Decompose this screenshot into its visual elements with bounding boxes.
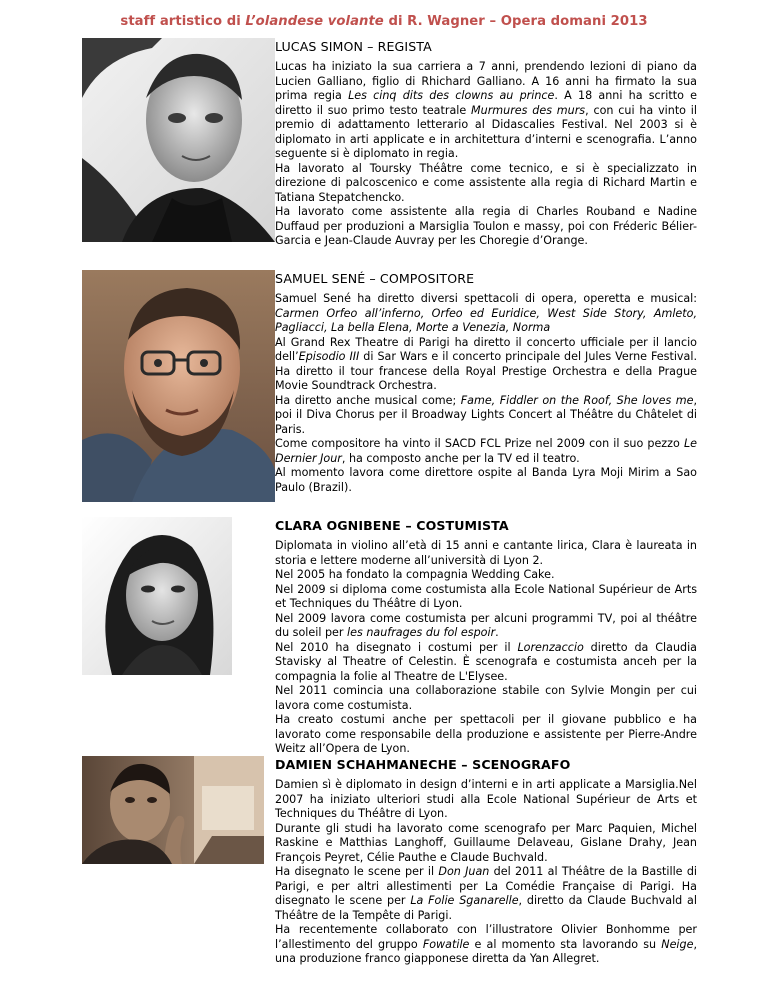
bio-paragraph bbox=[275, 466, 697, 495]
bio-text: Nel 2005 ha fondato la compagnia Wedding Cake. bbox=[275, 568, 555, 581]
bio-text: Ha creato costumi anche per spettacoli per il giovane pubblico e ha lavorato come responsabile della produzione e assistente per Pierre-Andre Weitz all’Opera de Lyon. bbox=[275, 713, 697, 755]
portrait-photo bbox=[82, 517, 232, 675]
bio-text: Al momento lavora come direttore ospite al Banda Lyra Moji Mirim a Sao Paulo (Brazil). bbox=[275, 466, 697, 494]
bio-paragraph bbox=[275, 641, 697, 685]
bio-italic-title: Murmures des murs bbox=[471, 103, 586, 117]
bio-italic-title: Carmen Orfeo all’inferno, Orfeo ed Euridice, West Side Story, Amleto, Pagliacci, La bella Elena, Morte a Venezia, Norma bbox=[275, 306, 697, 334]
bio-paragraph bbox=[275, 437, 697, 466]
bio-italic-title: La Folie Sganarelle bbox=[410, 894, 519, 907]
bio-text: , poi il Diva Chorus per il Broadway Lights Concert al Théâtre du Châtelet di Paris. bbox=[275, 393, 697, 436]
bio-paragraph bbox=[275, 539, 697, 568]
staff-bio bbox=[275, 778, 697, 967]
staff-entry-text bbox=[275, 518, 697, 757]
bio-text: Al Grand Rex Theatre di Parigi ha diretto il concerto ufficiale per il lancio dell’ bbox=[275, 335, 697, 363]
header-prefix: staff artistico di bbox=[120, 14, 246, 29]
bio-italic-title: Le Dernier Jour bbox=[275, 437, 697, 465]
bio-italic-title: Les cinq dits des clowns au prince bbox=[348, 89, 555, 102]
bio-italic-title: Episodio III bbox=[298, 350, 360, 363]
bio-text: Ha disegnato le scene per il bbox=[275, 865, 439, 878]
bio-paragraph bbox=[275, 568, 697, 583]
bio-paragraph bbox=[275, 394, 697, 438]
staff-entry-text bbox=[275, 39, 697, 249]
bio-paragraph bbox=[275, 583, 697, 612]
portrait-photo bbox=[82, 38, 275, 242]
header-opera-title: L’olandese volante bbox=[245, 14, 384, 29]
bio-text: . A 18 anni ha scritto e diretto il suo primo testo teatrale bbox=[275, 89, 697, 117]
staff-bio bbox=[275, 539, 697, 757]
bio-text: . bbox=[495, 626, 499, 639]
bio-text: Diplomata in violino all’età di 15 anni e cantante lirica, Clara è laureata in storia e lettere moderne all’università di Lyon 2. bbox=[275, 539, 697, 567]
bio-text: Damien sì è diplomato in design d’interni e in arti applicate a Marsiglia.Nel 2007 ha iniziato ulteriori studi alla Ecole National Supérieur de Arts et Techniques du Théâtre di Lyon. bbox=[275, 778, 697, 820]
bio-text: Ha diretto anche musical come; bbox=[275, 393, 461, 407]
bio-paragraph bbox=[275, 822, 697, 866]
bio-text: Samuel Sené ha diretto diversi spettacoli di opera, operetta e musical: bbox=[275, 292, 697, 305]
bio-paragraph bbox=[275, 923, 697, 967]
staff-name-heading: LUCAS SIMON – REGISTA bbox=[275, 39, 432, 54]
bio-text: Ha lavorato come assistente alla regia di Charles Rouband e Nadine Duffaud per produzioni a Marsiglia Toulon e massy, poi con Fréderic Bélier-Garcia e Jean-Claude Auvray per les Choregie d’Orange. bbox=[275, 205, 697, 247]
bio-italic-title: Fame, Fiddler on the Roof, She loves me bbox=[460, 393, 694, 407]
bio-text: Nel 2010 ha disegnato i costumi per il bbox=[275, 640, 518, 654]
bio-paragraph bbox=[275, 778, 697, 822]
bio-text: e al momento sta lavorando su bbox=[469, 937, 662, 951]
bio-text: Nel 2009 si diploma come costumista alla Ecole National Supérieur de Arts et Techniques du Théâtre di Lyon. bbox=[275, 582, 697, 610]
staff-name-heading: DAMIEN SCHAHMANECHE – SCENOGRAFO bbox=[275, 757, 571, 772]
bio-text: , diretto da Claude Buchvald al Théâtre de la Tempête di Parigi. bbox=[275, 894, 697, 922]
bio-text: Nel 2009 lavora come costumista per alcuni programmi TV, poi al théâtre du soleil per bbox=[275, 611, 697, 639]
bio-paragraph bbox=[275, 612, 697, 641]
bio-text: Lucas ha iniziato la sua carriera a 7 anni, prendendo lezioni di piano da Lucien Galliano, figlio di Rhichard Galliano. A 16 anni ha firmato la sua prima regia bbox=[275, 60, 697, 102]
bio-italic-title: Neige bbox=[661, 937, 694, 951]
bio-paragraph bbox=[275, 205, 697, 249]
bio-italic-title: Lorenzaccio bbox=[517, 640, 584, 654]
bio-paragraph bbox=[275, 292, 697, 336]
bio-text: di Sar Wars e il concerto principale del Jules Verne Festival. Ha diretto il tour francese della Royal Prestige Orchestra e della Prague Movie Soundtrack Orchestra. bbox=[275, 350, 697, 392]
staff-bio bbox=[275, 292, 697, 495]
bio-text: Durante gli studi ha lavorato come scenografo per Marc Paquien, Michel Raskine e Matthias Langhoff, Guillaume Delaveau, Gislane Drahy, Jean François Peyret, Célie Pauthe e Claude Buchvald. bbox=[275, 821, 697, 864]
staff-entry-text bbox=[275, 757, 697, 967]
bio-paragraph bbox=[275, 60, 697, 162]
bio-text: diretto da Claudia Stavisky al Theatre of Celestin. È scenografa e costumista anceh per la compagnia la folie al Theatre de L'Elysee. bbox=[275, 640, 697, 683]
bio-text: Ha lavorato al Toursky Théâtre come tecnico, e si è specializzato in direzione di palcoscenico e come assistente alla regia di Richard Martin e Tatiana Stepatchencko. bbox=[275, 161, 697, 204]
bio-italic-title: Fowatile bbox=[422, 937, 470, 951]
bio-text: Ha recentemente collaborato con l’illustratore Olivier Bonhomme per l’allestimento del gruppo bbox=[275, 923, 697, 951]
bio-text: , una produzione franco giapponese diretta da Yan Allegret. bbox=[275, 937, 697, 965]
portrait-photo bbox=[82, 270, 275, 502]
bio-text: Nel 2011 comincia una collaborazione stabile con Sylvie Mongin per cui lavora come costumista. bbox=[275, 684, 697, 712]
bio-paragraph bbox=[275, 162, 697, 206]
bio-paragraph bbox=[275, 865, 697, 923]
staff-entry-text bbox=[275, 271, 697, 495]
bio-paragraph bbox=[275, 336, 697, 394]
bio-text: Come compositore ha vinto il SACD FCL Prize nel 2009 con il suo pezzo bbox=[275, 437, 684, 450]
bio-text: del 2011 al Théâtre de la Bastille di Parigi, e per altri allestimenti per La Comédie Française di Parigi. Ha disegnato le scene per bbox=[275, 865, 698, 907]
bio-paragraph bbox=[275, 713, 697, 757]
bio-paragraph bbox=[275, 684, 697, 713]
header-suffix: di R. Wagner – Opera domani 2013 bbox=[383, 14, 648, 29]
staff-name-heading: SAMUEL SENÉ – COMPOSITORE bbox=[275, 271, 475, 286]
bio-text: , con cui ha vinto il premio di adattamento letterario al Didascalies Festival. Nel 2003 si è diplomato in arti applicate e in architettura d’interni e scenografia. L’anno seguente si è diplomato in regia. bbox=[275, 103, 697, 160]
bio-italic-title: les naufrages du fol espoir bbox=[347, 626, 496, 639]
staff-bio bbox=[275, 60, 697, 249]
portrait-photo bbox=[82, 756, 264, 864]
bio-text: , ha composto anche per la TV ed il teatro. bbox=[341, 451, 580, 465]
staff-name-heading: CLARA OGNIBENE – COSTUMISTA bbox=[275, 518, 509, 533]
page-header bbox=[0, 14, 768, 29]
bio-italic-title: Don Juan bbox=[438, 865, 490, 878]
